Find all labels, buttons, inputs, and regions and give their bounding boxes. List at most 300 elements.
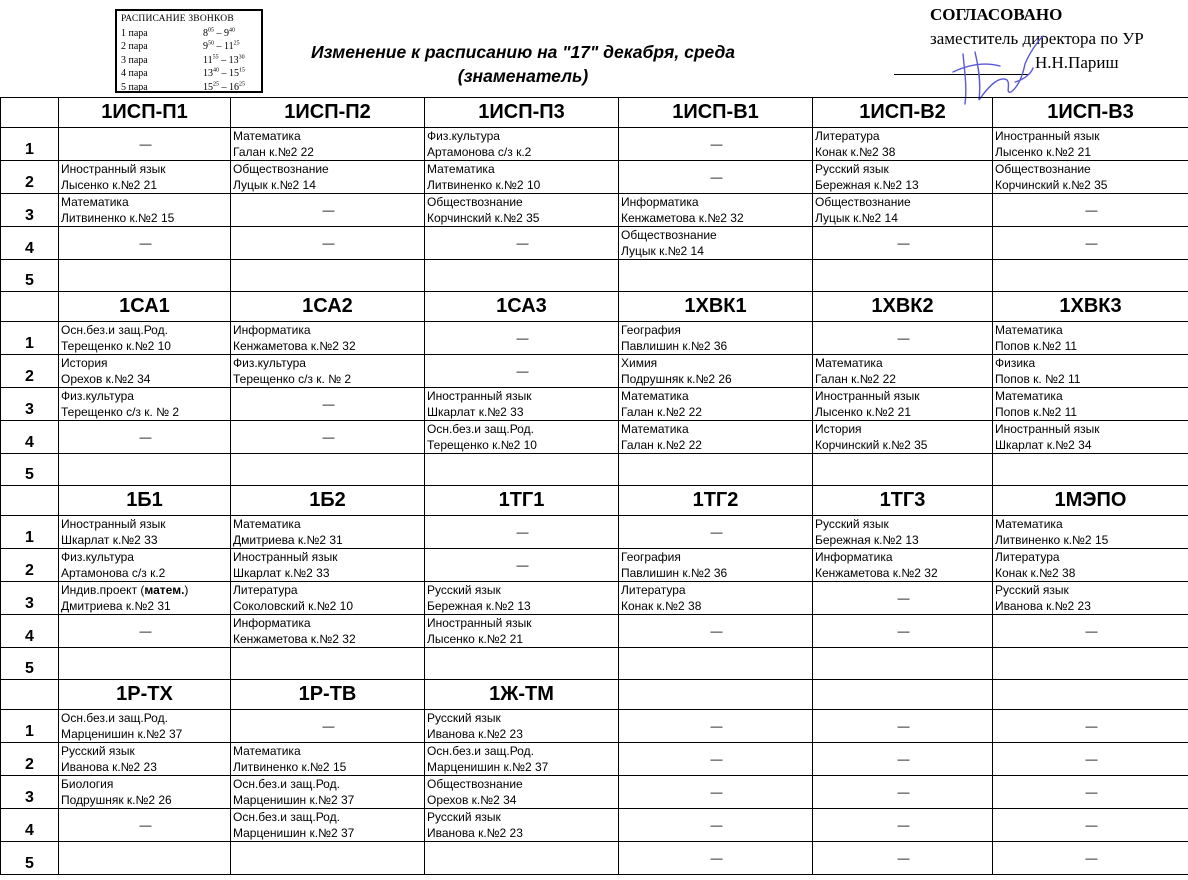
no-lesson-dash: — <box>516 558 529 572</box>
lesson-row <box>1 549 1188 582</box>
subject-name: Иностранный язык <box>61 162 166 176</box>
subject-name: Иностранный язык <box>427 616 532 630</box>
subject-name: Математика <box>621 422 689 436</box>
lesson-number: 4 <box>1 421 59 454</box>
header-corner-cell <box>1 292 59 322</box>
lesson-cell <box>993 582 1188 615</box>
lesson-row <box>1 582 1188 615</box>
lesson-cell <box>425 549 619 582</box>
no-lesson-dash: — <box>1085 785 1098 799</box>
lesson-cell <box>231 549 425 582</box>
teacher-room: Литвиненко к.№2 15 <box>995 533 1109 547</box>
lesson-number: 4 <box>1 615 59 648</box>
bell-row <box>121 40 257 54</box>
lesson-cell <box>619 516 813 549</box>
lesson-cell <box>425 516 619 549</box>
lesson-row <box>1 842 1188 875</box>
lesson-cell <box>813 776 993 809</box>
lesson-cell <box>59 648 231 680</box>
bell-schedule-rows <box>121 27 257 95</box>
subject-name: Осн.без.и защ.Род. <box>61 323 168 337</box>
teacher-room: Орехов к.№2 34 <box>427 793 517 807</box>
lesson-cell <box>813 128 993 161</box>
lesson-cell <box>813 194 993 227</box>
no-lesson-dash: — <box>897 331 910 345</box>
subject-name: Обществознание <box>995 162 1091 176</box>
lesson-row <box>1 710 1188 743</box>
no-lesson-dash: — <box>710 719 723 733</box>
subject-name: Русский язык <box>427 583 501 597</box>
teacher-room: Литвиненко к.№2 15 <box>61 211 175 225</box>
lesson-cell <box>425 194 619 227</box>
teacher-room: Корчинский к.№2 35 <box>427 211 540 225</box>
teacher-room: Лысенко к.№2 21 <box>995 145 1092 159</box>
lesson-cell <box>813 161 993 194</box>
teacher-room: Марценишин к.№2 37 <box>61 727 183 741</box>
subject-name: Литература <box>815 129 880 143</box>
bell-time-minutes: 40 <box>229 27 235 34</box>
teacher-room: Дмитриева к.№2 31 <box>233 533 343 547</box>
bell-time-hours: 8 <box>203 27 208 39</box>
lesson-cell <box>993 194 1188 227</box>
teacher-room: Галан к.№2 22 <box>815 372 896 386</box>
lesson-cell <box>425 743 619 776</box>
subject-name: Математика <box>995 517 1063 531</box>
lesson-cell <box>993 710 1188 743</box>
subject-name: Русский язык <box>815 162 889 176</box>
lesson-cell <box>813 710 993 743</box>
bell-pair-label: 5 пара <box>121 81 148 93</box>
subject-name: История <box>61 356 108 370</box>
lesson-cell <box>425 710 619 743</box>
subject-name: Биология <box>61 777 114 791</box>
no-lesson-dash: — <box>897 752 910 766</box>
teacher-room: Марценишин к.№2 37 <box>233 793 355 807</box>
lesson-cell <box>425 227 619 260</box>
bell-time-minutes: 55 <box>212 54 219 61</box>
teacher-room: Терещенко с/з к. № 2 <box>61 405 180 419</box>
lesson-cell <box>619 194 813 227</box>
lesson-cell <box>231 710 425 743</box>
bell-row <box>121 54 257 68</box>
subject-name: Математика <box>233 744 301 758</box>
lesson-cell <box>231 743 425 776</box>
subject-name: Русский язык <box>995 583 1069 597</box>
lesson-cell <box>59 388 231 421</box>
teacher-room: Кенжаметова к.№2 32 <box>621 211 744 225</box>
lesson-row <box>1 421 1188 454</box>
subject-name: Осн.без.и защ.Род. <box>233 777 340 791</box>
teacher-room: Шкарлат к.№2 33 <box>427 405 524 419</box>
lesson-cell <box>231 128 425 161</box>
no-lesson-dash: — <box>322 203 335 217</box>
group-name: 1ТГ3 <box>813 486 993 516</box>
lesson-cell <box>619 776 813 809</box>
subject-name: Информатика <box>233 323 311 337</box>
lesson-number: 3 <box>1 582 59 615</box>
teacher-room: Марценишин к.№2 37 <box>233 826 355 840</box>
group-name: 1Б2 <box>231 486 425 516</box>
no-lesson-dash: — <box>516 331 529 345</box>
lesson-cell <box>59 549 231 582</box>
no-lesson-dash: — <box>139 624 152 638</box>
lesson-cell <box>813 388 993 421</box>
no-lesson-dash: — <box>710 624 723 638</box>
subject-name: Русский язык <box>815 517 889 531</box>
bell-time-minutes: 25 <box>233 40 240 47</box>
group-name: 1Р-ТВ <box>231 680 425 710</box>
lesson-cell <box>59 582 231 615</box>
teacher-room: Иванова к.№2 23 <box>61 760 157 774</box>
no-lesson-dash: — <box>322 397 335 411</box>
bell-time-minutes: 30 <box>238 54 245 61</box>
header-corner-cell <box>1 486 59 516</box>
subject-name: Иностранный язык <box>995 422 1100 436</box>
lesson-cell <box>231 194 425 227</box>
teacher-room: Кенжаметова к.№2 32 <box>233 632 356 646</box>
lesson-number: 2 <box>1 355 59 388</box>
schedule-table <box>0 97 1188 875</box>
lesson-cell <box>59 161 231 194</box>
subject-name: Обществознание <box>427 777 523 791</box>
lesson-cell <box>59 516 231 549</box>
bell-time-hours: 11 <box>203 54 213 66</box>
lesson-cell <box>619 227 813 260</box>
teacher-room: Луцык к.№2 14 <box>815 211 898 225</box>
bell-time: $13^{40} - 15^{15}$ <box>203 68 245 80</box>
teacher-room: Шкарлат к.№2 33 <box>233 566 330 580</box>
subject-name: Литература <box>621 583 686 597</box>
lesson-cell <box>425 260 619 292</box>
lesson-row <box>1 194 1188 227</box>
no-lesson-dash: — <box>139 818 152 832</box>
lesson-cell <box>813 549 993 582</box>
teacher-room: Конак к.№2 38 <box>621 599 702 613</box>
group-name: 1СА3 <box>425 292 619 322</box>
teacher-room: Лысенко к.№2 21 <box>427 632 524 646</box>
no-lesson-dash: — <box>710 137 723 151</box>
lesson-cell <box>425 648 619 680</box>
teacher-room: Корчинский к.№2 35 <box>995 178 1108 192</box>
lesson-cell <box>813 615 993 648</box>
subject-name: Математика <box>427 162 495 176</box>
lesson-cell <box>619 388 813 421</box>
lesson-cell <box>425 615 619 648</box>
teacher-room: Галан к.№2 22 <box>621 438 702 452</box>
lesson-row <box>1 776 1188 809</box>
teacher-room: Подрушняк к.№2 26 <box>621 372 732 386</box>
lesson-cell <box>619 260 813 292</box>
lesson-cell <box>993 322 1188 355</box>
lesson-cell <box>425 322 619 355</box>
no-lesson-dash: — <box>139 137 152 151</box>
bell-time-hours: 9 <box>203 41 208 53</box>
lesson-cell <box>993 743 1188 776</box>
header-corner-cell <box>1 680 59 710</box>
teacher-room: Терещенко к.№2 10 <box>61 339 171 353</box>
lesson-cell <box>59 776 231 809</box>
lesson-row <box>1 809 1188 842</box>
teacher-room: Шкарлат к.№2 33 <box>61 533 158 547</box>
group-name: 1СА2 <box>231 292 425 322</box>
lesson-number: 5 <box>1 260 59 292</box>
lesson-number: 2 <box>1 743 59 776</box>
lesson-cell <box>425 388 619 421</box>
teacher-room: Терещенко с/з к. № 2 <box>233 372 352 386</box>
teacher-room: Лысенко к.№2 21 <box>815 405 912 419</box>
lesson-number: 1 <box>1 322 59 355</box>
lesson-cell <box>231 388 425 421</box>
bell-pair-label: 2 пара <box>121 41 148 53</box>
bell-schedule-box <box>115 9 263 93</box>
lesson-cell <box>813 227 993 260</box>
subject-name: Математика <box>815 356 883 370</box>
lesson-number: 1 <box>1 128 59 161</box>
bell-time-hours: 16 <box>229 81 239 93</box>
subject-name: Математика <box>995 389 1063 403</box>
approval-title: СОГЛАСОВАНО <box>930 5 1063 24</box>
lesson-cell <box>619 582 813 615</box>
lesson-cell <box>813 743 993 776</box>
teacher-room: Попов к.№2 11 <box>995 339 1078 353</box>
lesson-cell <box>993 809 1188 842</box>
no-lesson-dash: — <box>897 236 910 250</box>
lesson-cell <box>993 615 1188 648</box>
group-name: 1ХВК3 <box>993 292 1188 322</box>
lesson-row <box>1 128 1188 161</box>
teacher-room: Артамонова с/з к.2 <box>427 145 532 159</box>
subject-name: Математика <box>233 129 301 143</box>
no-lesson-dash: — <box>1085 752 1098 766</box>
lesson-cell <box>619 355 813 388</box>
subject-name: Русский язык <box>427 810 501 824</box>
no-lesson-dash: — <box>322 430 335 444</box>
bell-time-hours: 9 <box>224 27 229 39</box>
lesson-number: 1 <box>1 710 59 743</box>
subject-name: История <box>815 422 862 436</box>
no-lesson-dash: — <box>897 624 910 638</box>
no-lesson-dash: — <box>710 170 723 184</box>
teacher-room: Попов к.№2 11 <box>995 405 1078 419</box>
lesson-cell <box>59 322 231 355</box>
no-lesson-dash: — <box>1085 851 1098 865</box>
no-lesson-dash: — <box>1085 818 1098 832</box>
subject-name: Обществознание <box>233 162 329 176</box>
subject-name: Литература <box>233 583 298 597</box>
lesson-number: 2 <box>1 549 59 582</box>
lesson-cell <box>993 128 1188 161</box>
subject-name: Физика <box>995 356 1036 370</box>
teacher-room: Попов к. №2 11 <box>995 372 1081 386</box>
lesson-cell <box>231 582 425 615</box>
subject-name: География <box>621 323 681 337</box>
lesson-cell <box>813 454 993 486</box>
teacher-room: Кенжаметова к.№2 32 <box>233 339 356 353</box>
lesson-cell <box>231 421 425 454</box>
teacher-room: Марценишин к.№2 37 <box>427 760 549 774</box>
subject-name: Осн.без.и защ.Род. <box>427 744 534 758</box>
lesson-cell <box>993 355 1188 388</box>
lesson-number: 5 <box>1 648 59 680</box>
subject-name: Физ.культура <box>61 389 134 403</box>
lesson-cell <box>619 615 813 648</box>
lesson-cell <box>59 128 231 161</box>
teacher-room: Терещенко к.№2 10 <box>427 438 537 452</box>
lesson-cell <box>231 322 425 355</box>
no-lesson-dash: — <box>1085 719 1098 733</box>
lesson-cell <box>59 454 231 486</box>
lesson-number: 4 <box>1 227 59 260</box>
no-lesson-dash: — <box>710 851 723 865</box>
group-name: 1Б1 <box>59 486 231 516</box>
lesson-cell <box>59 260 231 292</box>
no-lesson-dash: — <box>710 525 723 539</box>
group-header-row <box>1 292 1188 322</box>
lesson-cell <box>619 454 813 486</box>
no-lesson-dash: — <box>710 818 723 832</box>
subject-name: Математика <box>621 389 689 403</box>
lesson-number: 3 <box>1 194 59 227</box>
lesson-cell <box>59 710 231 743</box>
no-lesson-dash: — <box>516 236 529 250</box>
bell-pair-label: 3 пара <box>121 54 148 66</box>
bell-schedule-title: РАСПИСАНИЕ ЗВОНКОВ <box>121 14 234 24</box>
title-line-week: (знаменатель) <box>457 66 589 86</box>
lesson-cell <box>59 809 231 842</box>
lesson-cell <box>231 227 425 260</box>
subject-name: Математика <box>995 323 1063 337</box>
lesson-cell <box>993 549 1188 582</box>
no-lesson-dash: — <box>897 818 910 832</box>
bell-time-hours: 15 <box>203 81 213 93</box>
bell-time-minutes: 50 <box>208 40 214 47</box>
lesson-cell <box>619 549 813 582</box>
teacher-room: Иванова к.№2 23 <box>995 599 1091 613</box>
lesson-row <box>1 454 1188 486</box>
subject-name: География <box>621 550 681 564</box>
bell-pair-label: 1 пара <box>121 27 148 39</box>
lesson-cell <box>993 227 1188 260</box>
bell-row <box>121 67 257 81</box>
group-header-row <box>1 680 1188 710</box>
lesson-row <box>1 388 1188 421</box>
lesson-cell <box>813 421 993 454</box>
lesson-row <box>1 648 1188 680</box>
bell-time-hours: 13 <box>203 68 213 80</box>
lesson-cell <box>813 322 993 355</box>
group-name: 1ТГ2 <box>619 486 813 516</box>
group-name: 1ИСП-П2 <box>231 98 425 128</box>
lesson-cell <box>231 842 425 875</box>
group-name: 1СА1 <box>59 292 231 322</box>
lesson-cell <box>993 421 1188 454</box>
lesson-row <box>1 260 1188 292</box>
subject-name: Информатика <box>621 195 699 209</box>
subject-name: Физ.культура <box>233 356 306 370</box>
subject-name: Осн.без.и защ.Род. <box>233 810 340 824</box>
lesson-cell <box>993 260 1188 292</box>
header-corner-cell <box>1 98 59 128</box>
bell-time: $11^{55} - 13^{30}$ <box>203 54 245 66</box>
group-name <box>813 680 993 710</box>
teacher-room: Орехов к.№2 34 <box>61 372 151 386</box>
lesson-cell <box>813 842 993 875</box>
subject-name: Обществознание <box>815 195 911 209</box>
subject-name: Иностранный язык <box>427 389 532 403</box>
approval-name: Н.Н.Париш <box>1035 53 1119 72</box>
group-name: 1ИСП-В2 <box>813 98 993 128</box>
lesson-cell <box>59 615 231 648</box>
group-name <box>619 680 813 710</box>
teacher-room: Подрушняк к.№2 26 <box>61 793 172 807</box>
lesson-cell <box>619 128 813 161</box>
no-lesson-dash: — <box>897 785 910 799</box>
lesson-number: 3 <box>1 776 59 809</box>
subject-name: Физ.культура <box>427 129 500 143</box>
lesson-cell <box>993 648 1188 680</box>
lesson-cell <box>813 648 993 680</box>
group-name <box>993 680 1188 710</box>
teacher-room: Павлишин к.№2 36 <box>621 339 728 353</box>
lesson-cell <box>59 743 231 776</box>
teacher-room: Луцык к.№2 14 <box>621 244 704 258</box>
bell-time-hours: 11 <box>224 41 234 53</box>
subject-name: Русский язык <box>61 744 135 758</box>
lesson-number: 1 <box>1 516 59 549</box>
teacher-room: Иванова к.№2 23 <box>427 727 523 741</box>
lesson-row <box>1 615 1188 648</box>
bell-time-minutes: 25 <box>239 81 245 88</box>
teacher-room: Соколовский к.№2 10 <box>233 599 353 613</box>
subject-name: Русский язык <box>427 711 501 725</box>
no-lesson-dash: — <box>516 364 529 378</box>
bell-time: $9^{50} - 11^{25}$ <box>203 40 240 53</box>
bell-time-hours: 15 <box>229 68 239 80</box>
lesson-cell <box>231 355 425 388</box>
subject-name: Индив.проект (матем.) <box>61 583 189 597</box>
teacher-room: Литвиненко к.№2 10 <box>427 178 541 192</box>
no-lesson-dash: — <box>1085 624 1098 638</box>
lesson-row <box>1 161 1188 194</box>
no-lesson-dash: — <box>322 236 335 250</box>
lesson-row <box>1 355 1188 388</box>
lesson-cell <box>59 421 231 454</box>
no-lesson-dash: — <box>897 591 910 605</box>
teacher-room: Галан к.№2 22 <box>621 405 702 419</box>
lesson-number: 5 <box>1 842 59 875</box>
group-name: 1Ж-ТМ <box>425 680 619 710</box>
lesson-cell <box>59 227 231 260</box>
title-line-date: Изменение к расписанию на "17" декабря, среда <box>310 42 736 62</box>
subject-name: Математика <box>233 517 301 531</box>
subject-name: Информатика <box>815 550 893 564</box>
lesson-cell <box>231 809 425 842</box>
lesson-cell <box>813 809 993 842</box>
subject-name: Химия <box>621 356 658 370</box>
subject-name: Осн.без.и защ.Род. <box>427 422 534 436</box>
teacher-room: Павлишин к.№2 36 <box>621 566 728 580</box>
teacher-room: Шкарлат к.№2 34 <box>995 438 1092 452</box>
lesson-cell <box>425 842 619 875</box>
subject-name: Обществознание <box>621 228 717 242</box>
no-lesson-dash: — <box>139 430 152 444</box>
lesson-cell <box>231 260 425 292</box>
lesson-number: 5 <box>1 454 59 486</box>
bell-time-minutes: 05 <box>208 27 214 34</box>
subject-name: Литература <box>995 550 1060 564</box>
group-name: 1ИСП-В1 <box>619 98 813 128</box>
no-lesson-dash: — <box>710 785 723 799</box>
